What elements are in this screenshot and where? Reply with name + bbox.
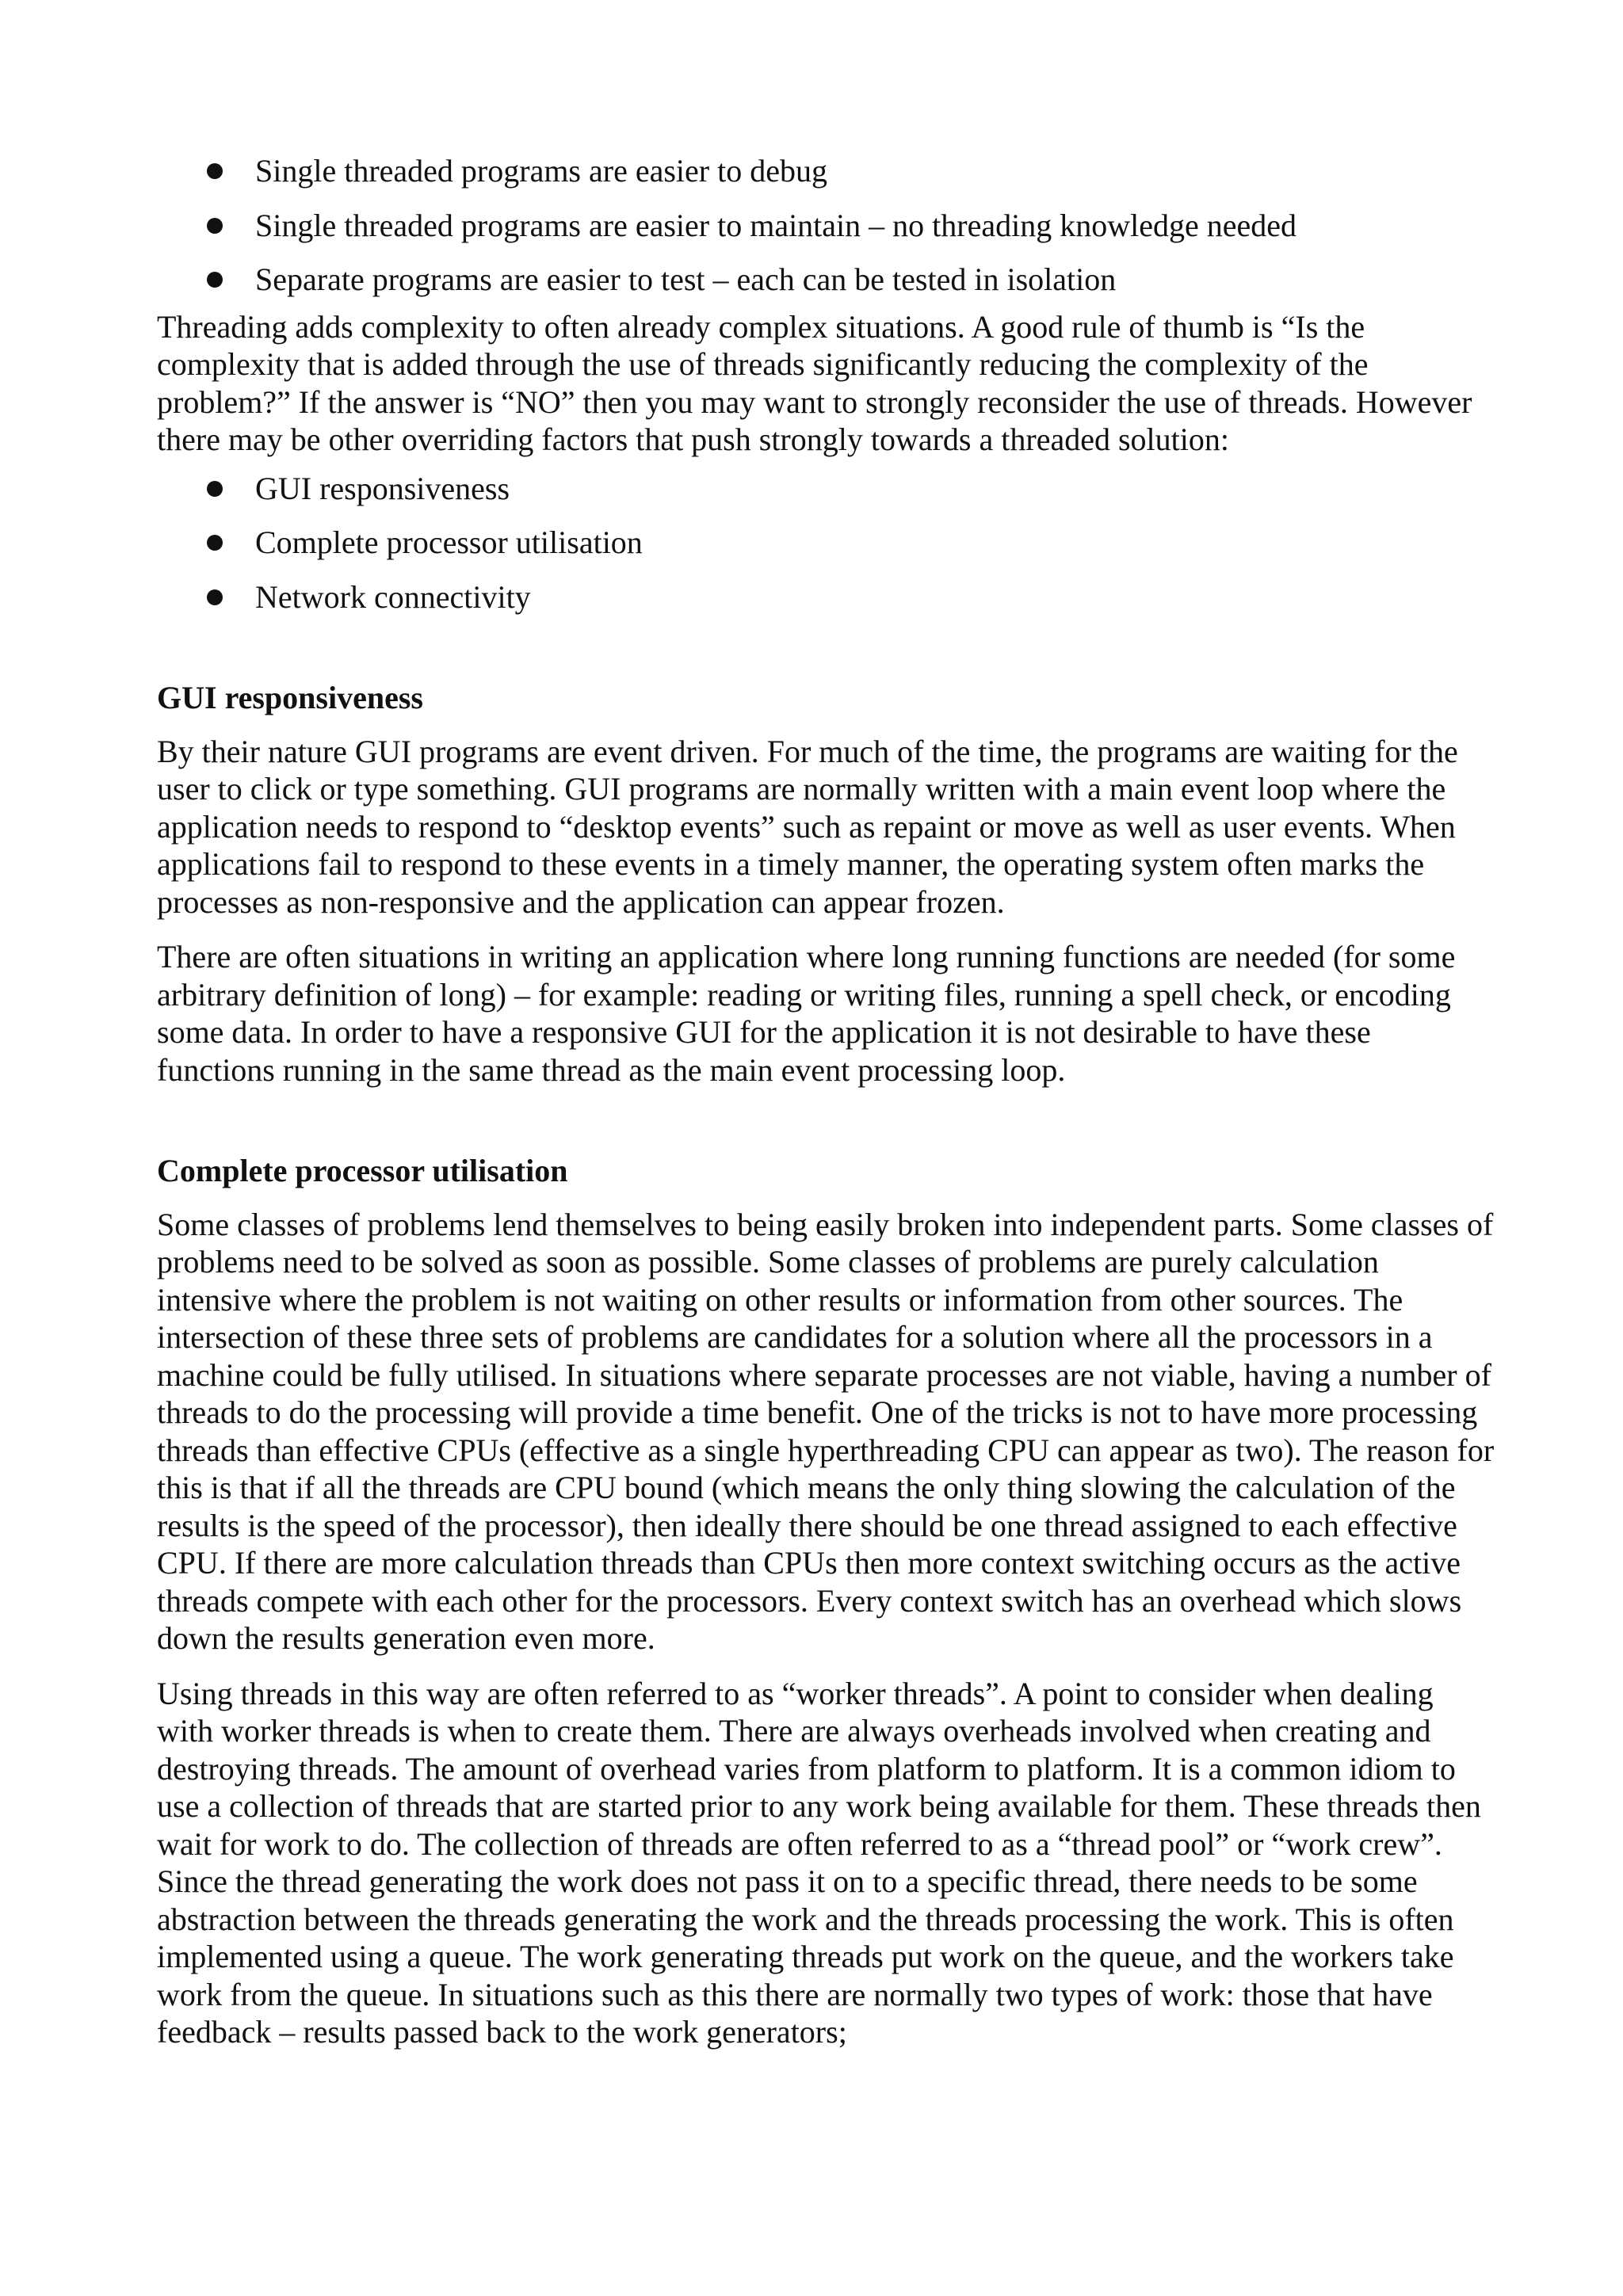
- processor-utilisation-section: [157, 1152, 1496, 2051]
- list-item: [157, 578, 1496, 616]
- intro-paragraph: Threading adds complexity to often already complex situations. A good rule of thumb is “Is the complexity that is added through the use of threads significantly reducing the complexity of the problem?” If the answer is “NO” then you may want to strongly reconsider the use of threads. However there may be other overriding factors that push strongly towards a threaded solution:: [157, 308, 1472, 457]
- document-page: [157, 152, 1496, 2051]
- paragraph: Using threads in this way are often referred to as “worker threads”. A point to consider when dealing with worker threads is when to create them. There are always overheads involved when creating and destroying threads. The amount of overhead varies from platform to platform. It is a common idiom to use a collection of threads that are started prior to any work being available for them. These threads then wait for work to do. The collection of threads are often referred to as a “thread pool” or “work crew”. Since the thread generating the work does not pass it on to a specific thread, there needs to be some abstraction between the threads generating the work and the threads processing the work. This is often implemented using a queue. The work generating threads put work on the queue, and the workers take work from the queue. In situations such as this there are normally two types of work: those that have feedback – results passed back to the work generators;: [157, 1675, 1481, 2050]
- factor-bullet-list: [157, 470, 1496, 616]
- bullet-icon: [207, 535, 223, 551]
- paragraph: Some classes of problems lend themselves to being easily broken into independent parts. Some classes of problems need to be solved as soon as possible. Some classes of problems are purely calculation intensive where the problem is not waiting on other results or information from other sources. The intersection of these three sets of problems are candidates for a solution where all the processors in a machine could be fully utilised. In situations where separate processes are not viable, having a number of threads to do the processing will provide a time benefit. One of the tricks is not to have more processing threads than effective CPUs (effective as a single hyperthreading CPU can appear as two). The reason for this is that if all the threads are CPU bound (which means the only thing slowing the calculation of the results is the speed of the processor), then ideally there should be one thread assigned to each effective CPU. If there are more calculation threads than CPUs then more context switching occurs as the active threads compete with each other for the processors. Every context switch has an overhead which slows down the results generation even more.: [157, 1206, 1495, 1656]
- list-item-text: Complete processor utilisation: [255, 524, 643, 560]
- list-item-text: Single threaded programs are easier to debug: [255, 153, 827, 189]
- gui-responsiveness-section: [157, 679, 1496, 1089]
- paragraph: There are often situations in writing an application where long running functions are needed (for some arbitrary definition of long) – for example: reading or writing files, running a spell check, or encoding some data. In order to have a responsive GUI for the application it is not desirable to have these functions running in the same thread as the main event processing loop.: [157, 939, 1456, 1088]
- list-item: [157, 207, 1496, 245]
- list-item-text: Single threaded programs are easier to maintain – no threading knowledge needed: [255, 207, 1296, 243]
- bullet-icon: [207, 218, 223, 234]
- intro-bullet-list: [157, 152, 1496, 299]
- section-heading: GUI responsiveness: [157, 680, 423, 715]
- bullet-icon: [207, 589, 223, 605]
- paragraph: By their nature GUI programs are event driven. For much of the time, the programs are waiting for the user to click or type something. GUI programs are normally written with a main event loop where the application needs to respond to “desktop events” such as repaint or move as well as user events. When applications fail to respond to these events in a timely manner, the operating system often marks the processes as non-responsive and the application can appear frozen.: [157, 733, 1458, 920]
- bullet-icon: [207, 272, 223, 288]
- section-heading: Complete processor utilisation: [157, 1153, 568, 1188]
- list-item-text: GUI responsiveness: [255, 470, 510, 506]
- list-item-text: Network connectivity: [255, 578, 531, 615]
- list-item: [157, 524, 1496, 562]
- list-item: [157, 261, 1496, 299]
- list-item-text: Separate programs are easier to test – each can be tested in isolation: [255, 261, 1117, 297]
- list-item: [157, 152, 1496, 190]
- bullet-icon: [207, 481, 223, 497]
- bullet-icon: [207, 163, 223, 179]
- list-item: [157, 470, 1496, 508]
